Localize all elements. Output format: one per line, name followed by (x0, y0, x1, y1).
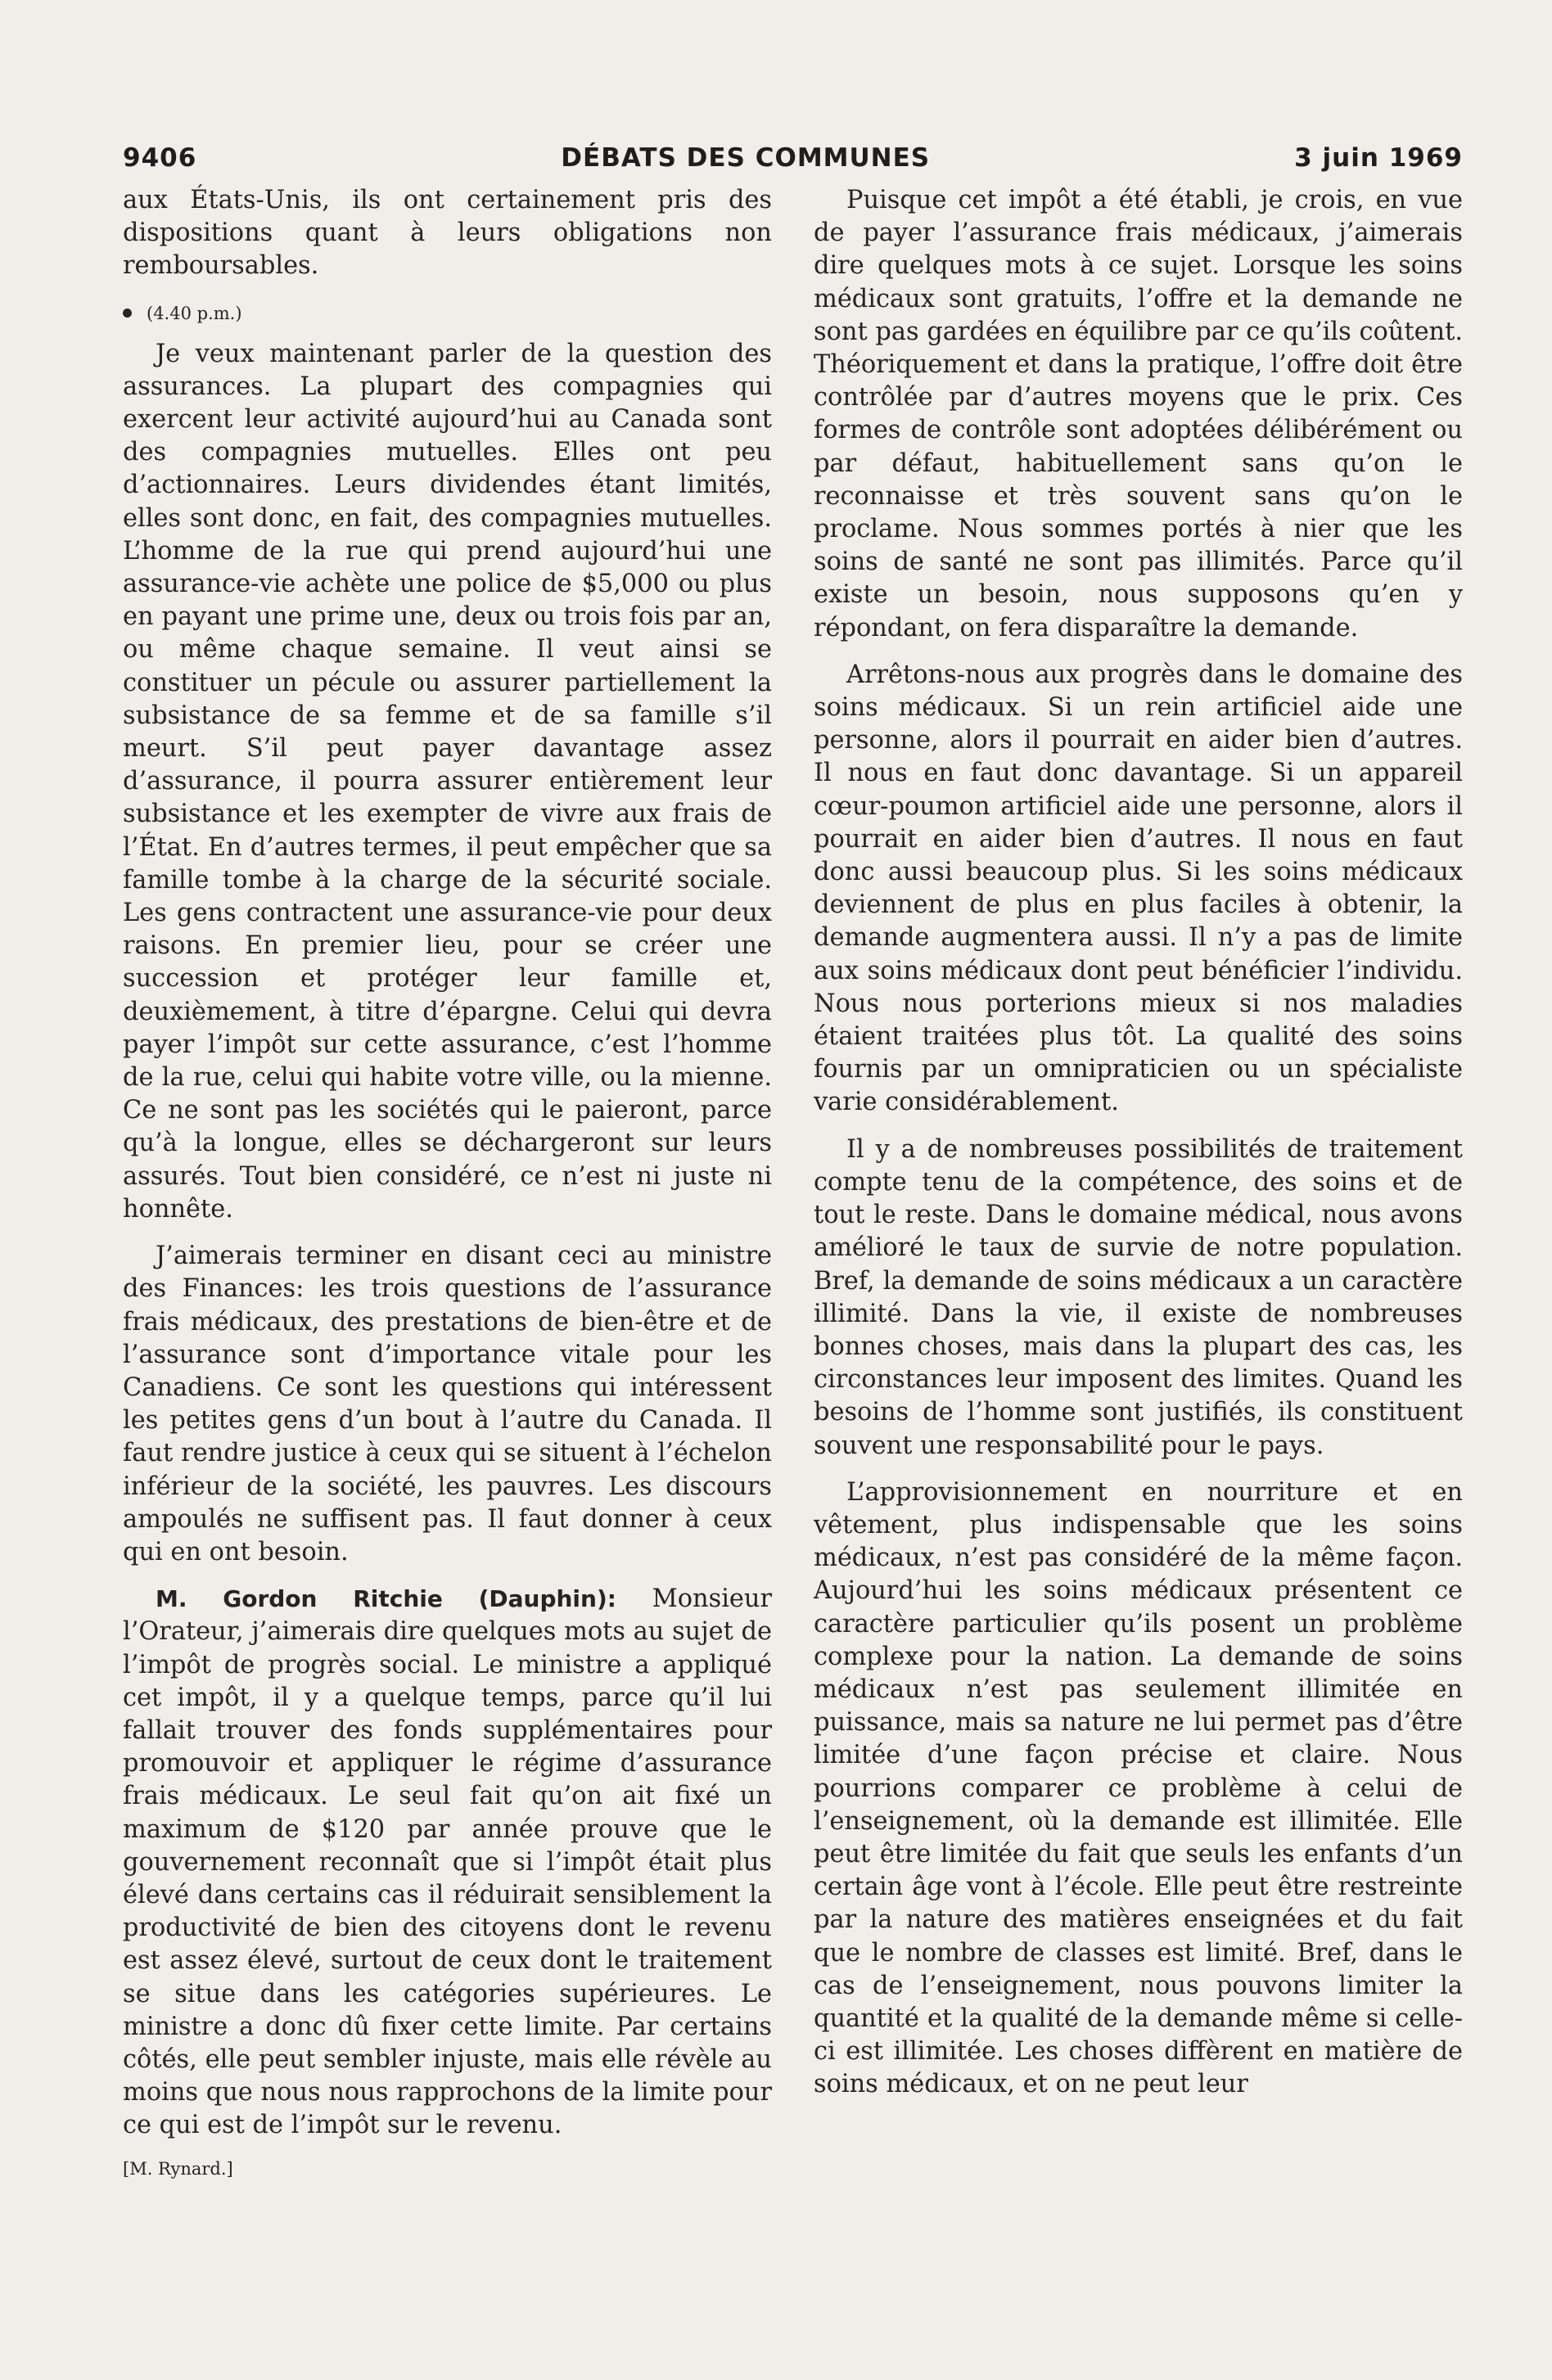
page-header (123, 143, 1463, 173)
paragraph: Il y a de nombreuses possibilités de traitement compte tenu de la compétence, des soins et de tout le reste. Dans le domaine médical, nous avons amélioré le taux de survie de notre population. Bref, la demande de soins médicaux a un caractère illimité. Dans la vie, il existe de nombreuses bonnes choses, mais dans la plupart des cas, les circonstances leur imposent des limites. Quand les besoins de l’homme sont justifiés, ils constituent souvent une responsabilité pour le pays. (814, 1134, 1463, 1460)
paragraph: aux États-Unis, ils ont certainement pris des dispositions quant à leurs obligations non remboursables. (123, 186, 772, 281)
paragraph: L’approvisionnement en nourriture et en vêtement, plus indispensable que les soins médicaux, n’est pas considéré de la même façon. Aujourd’hui les soins médicaux présentent ce caractère particulier qu’ils posent un problème complexe pour la nation. La demande de soins médicaux n’est pas seulement illimitée en puissance, mais sa nature ne lui permet pas d’être limitée d’une façon précise et claire. Nous pourrions comparer ce problème à celui de l’enseignement, où la demande est illimitée. Elle peut être limitée du fait que seuls les enfants d’un certain âge vont à l’école. Elle peut être restreinte par la nature des matières enseignées et du fait que le nombre de classes est limité. Bref, dans le cas de l’enseignement, nous pouvons limiter la quantité et la qualité de la demande même si celle-ci est illimitée. Les choses diffèrent en matière de soins médicaux, et on ne peut leur (814, 1477, 1463, 2099)
speaker-paragraph (123, 1583, 772, 2142)
speaker-name: M. Gordon Ritchie (Dauphin): (156, 1585, 616, 1613)
paragraph: J’aimerais terminer en disant ceci au ministre des Finances: les trois questions de l’assurance frais médicaux, des prestations de bien-être et de l’assurance sont d’importance vitale pour les Canadiens. Ce sont les questions qui intéressent les petites gens d’un bout à l’autre du Canada. Il faut rendre justice à ceux qui se situent à l’échelon inférieur de la société, les pauvres. Les discours ampoulés ne suffisent pas. Il faut donner à ceux qui en ont besoin. (123, 1242, 772, 1566)
document-page (123, 143, 1463, 2181)
timestamp-text: (4.40 p.m.) (147, 303, 242, 323)
publication-date: 3 juin 1969 (1294, 143, 1463, 173)
speech-text: Monsieur l’Orateur, j’aimerais dire quelques mots au sujet de l’impôt de progrès social. Le ministre a appliqué cet impôt, il y a quelque temps, parce qu’il lui fallait trouver des fonds supplémentaires pour promouvoir et appliquer le régime d’assurance frais médicaux. Le seul fait qu’on ait fixé un maximum de $120 par année prouve que le gouvernement reconnaît que si l’impôt était plus élevé dans certains cas il réduirait sensiblement la productivité de bien des citoyens dont le revenu est assez élevé, surtout de ceux dont le traitement se situe dans les catégories supérieures. Le ministre a donc dû fixer cette limite. Par certains côtés, elle peut sembler injuste, mais elle révèle au moins que nous nous rapprochons de la limite pour ce qui est de l’impôt sur le revenu. (123, 1584, 773, 2140)
attribution: [M. Rynard.] (123, 2158, 233, 2179)
page-number: 9406 (123, 143, 197, 173)
right-column (814, 184, 1463, 2181)
paragraph: Puisque cet impôt a été établi, je crois, en vue de payer l’assurance frais médicaux, j’aimerais dire quelques mots à ce sujet. Lorsque les soins médicaux sont gratuits, l’offre et la demande ne sont pas gardées en équilibre par ce qu’ils coûtent. Théoriquement et dans la pratique, l’offre doit être contrôlée par d’autres moyens que le prix. Ces formes de contrôle sont adoptées délibérément ou par défaut, habituellement sans qu’on le reconnaisse et très souvent sans qu’on le proclame. Nous sommes portés à nier que les soins de santé ne sont pas illimités. Parce qu’il existe un besoin, nous supposons qu’en y répondant, on fera disparaître la demande. (814, 186, 1463, 642)
left-column (123, 184, 772, 2181)
publication-title: DÉBATS DES COMMUNES (561, 143, 931, 173)
timestamp (123, 297, 772, 330)
paragraph: Je veux maintenant parler de la question des assurances. La plupart des compagnies qui exercent leur activité aujourd’hui au Canada sont des compagnies mutuelles. Elles ont peu d’actionnaires. Leurs dividendes étant limités, elles sont donc, en fait, des compagnies mutuelles. L’homme de la rue qui prend aujourd’hui une assurance-vie achète une police de $5,000 ou plus en payant une prime une, deux ou trois fois par an, ou même chaque semaine. Il veut ainsi se constituer un pécule ou assurer partiellement la subsistance de sa femme et de sa famille s’il meurt. S’il peut payer davantage assez d’assurance, il pourra assurer entièrement leur subsistance et les exempter de vivre aux frais de l’État. En d’autres termes, il peut empêcher que sa famille tombe à la charge de la sécurité sociale. Les gens contractent une assurance-vie pour deux raisons. En premier lieu, pour se créer une succession et protéger leur famille et, deuxièmement, à titre d’épargne. Celui qui devra payer l’impôt sur cette assurance, c’est l’homme de la rue, celui qui habite votre ville, ou la mienne. Ce ne sont pas les sociétés qui le paieront, parce qu’à la longue, elles se déchargeront sur leurs assurés. Tout bien considéré, ce n’est ni juste ni honnête. (123, 339, 772, 1224)
text-columns (123, 184, 1463, 2181)
bullet-icon (123, 309, 132, 318)
paragraph: Arrêtons-nous aux progrès dans le domaine des soins médicaux. Si un rein artificiel aide une personne, alors il pourrait en aider bien d’autres. Il nous en faut donc davantage. Si un appareil cœur-poumon artificiel aide une personne, alors il pourrait en aider bien d’autres. Il nous en faut donc aussi beaucoup plus. Si les soins médicaux deviennent de plus en plus faciles à obtenir, la demande augmentera aussi. Il n’y a pas de limite aux soins médicaux dont peut bénéficier l’individu. Nous nous porterions mieux si nos maladies étaient traitées plus tôt. La qualité des soins fournis par un omnipraticien ou un spécialiste varie considérablement. (814, 660, 1463, 1117)
